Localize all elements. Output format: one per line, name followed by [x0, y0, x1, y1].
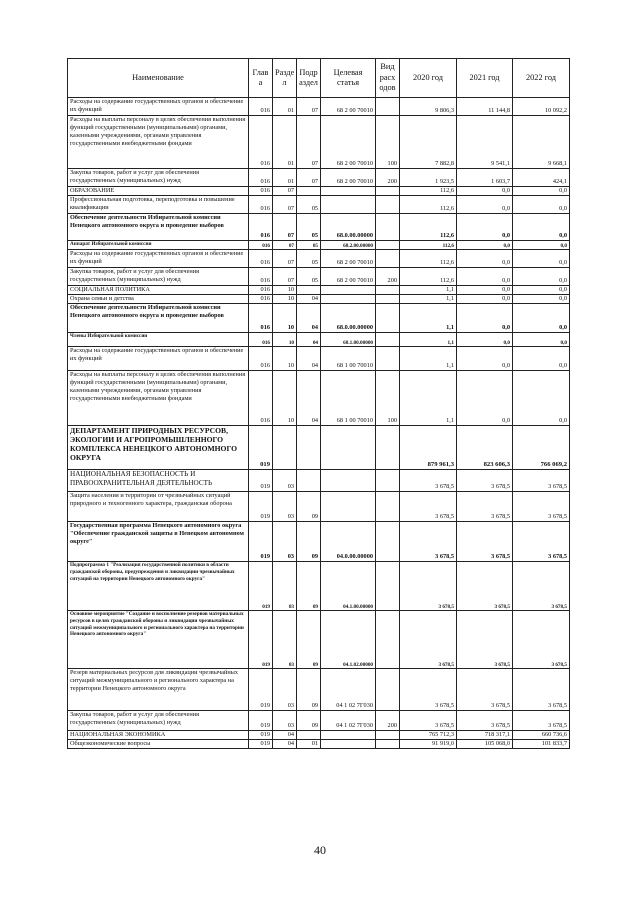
cell-2022: 0,0 — [513, 333, 570, 347]
cell-statya — [321, 286, 376, 295]
cell-podrazdel: 05 — [297, 196, 321, 214]
header-2021: 2021 год — [457, 59, 513, 98]
cell-name: Закупка товаров, работ и услуг для обеспечения государственных (муниципальных) нужд — [68, 268, 249, 286]
cell-2021: 0,0 — [457, 304, 513, 333]
table-header-row — [68, 59, 570, 98]
cell-glava: 019 — [249, 522, 273, 562]
cell-podrazdel: 09 — [297, 522, 321, 562]
cell-razdel: 03 — [273, 492, 297, 522]
header-podrazdel: Подр аздел — [297, 59, 321, 98]
cell-vid — [376, 333, 400, 347]
cell-name: Резерв материальных ресурсов для ликвидации чрезвычайных ситуаций межмуниципального и регионального характера на территории Ненецкого автономного округа — [68, 669, 249, 711]
cell-name: Обеспечение деятельности Избирательной комиссии Ненецкого автономного округа и проведение выборов — [68, 304, 249, 333]
cell-name: Расходы на содержание государственных органов и обеспечение их функций — [68, 98, 249, 116]
cell-name: Государственная программа Ненецкого автономного округа "Обеспечение гражданской защиты в Ненецком автономном округе" — [68, 522, 249, 562]
cell-podrazdel: 09 — [297, 611, 321, 669]
cell-glava: 016 — [249, 196, 273, 214]
cell-podrazdel: 04 — [297, 347, 321, 371]
cell-2022: 0,0 — [513, 187, 570, 196]
cell-statya: 68.1.00.00000 — [321, 333, 376, 347]
cell-2020: 91 919,0 — [400, 740, 457, 749]
header-2020: 2020 год — [400, 59, 457, 98]
cell-statya: 68 1 00 70010 — [321, 347, 376, 371]
cell-glava: 019 — [249, 492, 273, 522]
cell-glava: 019 — [249, 711, 273, 731]
cell-2022: 0,0 — [513, 304, 570, 333]
cell-2022: 0,0 — [513, 286, 570, 295]
cell-2020: 3 678,5 — [400, 470, 457, 492]
cell-2020: 112,6 — [400, 268, 457, 286]
cell-2021: 823 606,3 — [457, 426, 513, 470]
cell-razdel: 04 — [273, 731, 297, 740]
cell-vid — [376, 347, 400, 371]
cell-2021: 3 678,5 — [457, 492, 513, 522]
cell-2022: 0,0 — [513, 371, 570, 426]
table-row — [68, 286, 570, 295]
cell-statya — [321, 470, 376, 492]
cell-razdel: 03 — [273, 669, 297, 711]
cell-razdel: 07 — [273, 241, 297, 250]
table-body — [68, 98, 570, 749]
cell-vid — [376, 214, 400, 241]
cell-2021: 0,0 — [457, 241, 513, 250]
cell-2021: 3 678,5 — [457, 522, 513, 562]
cell-2021: 1 603,7 — [457, 169, 513, 187]
cell-vid: 100 — [376, 371, 400, 426]
cell-statya — [321, 492, 376, 522]
cell-2020: 765 712,3 — [400, 731, 457, 740]
cell-2021: 3 678,5 — [457, 562, 513, 611]
cell-podrazdel: 05 — [297, 241, 321, 250]
cell-glava: 016 — [249, 333, 273, 347]
cell-2022: 3 678,5 — [513, 522, 570, 562]
cell-name: Общеэкономические вопросы — [68, 740, 249, 749]
cell-vid — [376, 669, 400, 711]
cell-vid: 100 — [376, 116, 400, 169]
cell-2020: 1,1 — [400, 347, 457, 371]
cell-podrazdel: 01 — [297, 740, 321, 749]
cell-razdel: 10 — [273, 304, 297, 333]
cell-name: СОЦИАЛЬНАЯ ПОЛИТИКА — [68, 286, 249, 295]
cell-podrazdel — [297, 187, 321, 196]
header-2022: 2022 год — [513, 59, 570, 98]
cell-podrazdel: 05 — [297, 268, 321, 286]
cell-name: Профессиональная подготовка, переподготовка и повышение квалификации — [68, 196, 249, 214]
cell-name: Расходы на содержание государственных органов и обеспечение их функций — [68, 347, 249, 371]
cell-razdel: 10 — [273, 286, 297, 295]
table-row — [68, 98, 570, 116]
cell-name: Основное мероприятие "Создание и восполнение резервов материальных ресурсов в целях гражданской обороны и ликвидации чрезвычайных ситуаций межмуниципального и регионального характера на территории Ненецкого автономного округа" — [68, 611, 249, 669]
cell-2020: 3 678,5 — [400, 522, 457, 562]
cell-name: Расходы на содержание государственных органов и обеспечение их функций — [68, 250, 249, 268]
cell-statya: 04 1 02 7Г030 — [321, 711, 376, 731]
cell-2020: 3 678,5 — [400, 711, 457, 731]
cell-statya: 68.0.00.00000 — [321, 214, 376, 241]
cell-razdel: 03 — [273, 611, 297, 669]
cell-2020: 112,6 — [400, 241, 457, 250]
cell-vid — [376, 470, 400, 492]
cell-glava: 019 — [249, 426, 273, 470]
cell-name: Защита населения и территории от чрезвычайных ситуаций природного и техногенного характера, гражданская оборона — [68, 492, 249, 522]
cell-2020: 3 678,5 — [400, 562, 457, 611]
table-row — [68, 304, 570, 333]
cell-2022: 0,0 — [513, 214, 570, 241]
cell-2021: 0,0 — [457, 333, 513, 347]
cell-name: Расходы на выплаты персоналу в целях обеспечения выполнения функций государственными (муниципальными) органами, казенными учреждениями, органами управления государственными внебюджетными фондами — [68, 116, 249, 169]
cell-razdel: 10 — [273, 333, 297, 347]
cell-2020: 1 923,5 — [400, 169, 457, 187]
budget-table — [67, 58, 570, 749]
cell-statya — [321, 740, 376, 749]
cell-name: Подпрограмма 1 "Реализация государственной политики в области гражданской обороны, предупреждения и ликвидации чрезвычайных ситуаций на территории Ненецкого автономного округа" — [68, 562, 249, 611]
cell-2022: 3 678,5 — [513, 562, 570, 611]
cell-2022: 9 668,1 — [513, 116, 570, 169]
cell-2021: 105 068,0 — [457, 740, 513, 749]
cell-2020: 112,6 — [400, 187, 457, 196]
cell-name: НАЦИОНАЛЬНАЯ ЭКОНОМИКА — [68, 731, 249, 740]
cell-podrazdel: 04 — [297, 304, 321, 333]
cell-name: Аппарат Избирательной комиссии — [68, 241, 249, 250]
cell-glava: 019 — [249, 562, 273, 611]
cell-2022: 0,0 — [513, 268, 570, 286]
cell-podrazdel: 04 — [297, 295, 321, 304]
cell-razdel: 07 — [273, 187, 297, 196]
cell-2020: 9 806,3 — [400, 98, 457, 116]
cell-2020: 1,1 — [400, 371, 457, 426]
cell-2021: 0,0 — [457, 187, 513, 196]
cell-2021: 0,0 — [457, 347, 513, 371]
cell-name: ДЕПАРТАМЕНТ ПРИРОДНЫХ РЕСУРСОВ, ЭКОЛОГИИ И АГРОПРОМЫШЛЕННОГО КОМПЛЕКСА НЕНЕЦКОГО АВТОНОМНОГО ОКРУГА — [68, 426, 249, 470]
cell-2021: 3 678,5 — [457, 470, 513, 492]
table-row — [68, 740, 570, 749]
cell-statya: 04.1.00.00000 — [321, 562, 376, 611]
header-vid: Вид расх одов — [376, 59, 400, 98]
cell-vid: 200 — [376, 711, 400, 731]
table-row — [68, 611, 570, 669]
cell-2022: 660 736,6 — [513, 731, 570, 740]
cell-statya: 68 1 00 70010 — [321, 371, 376, 426]
cell-2021: 718 317,1 — [457, 731, 513, 740]
cell-razdel: 10 — [273, 371, 297, 426]
cell-razdel: 03 — [273, 522, 297, 562]
cell-statya — [321, 731, 376, 740]
budget-table-sheet — [67, 58, 569, 749]
cell-podrazdel — [297, 286, 321, 295]
cell-vid: 200 — [376, 268, 400, 286]
cell-statya — [321, 187, 376, 196]
cell-2020: 1,1 — [400, 286, 457, 295]
cell-vid — [376, 187, 400, 196]
cell-statya: 68 2 00 70010 — [321, 268, 376, 286]
cell-glava: 016 — [249, 371, 273, 426]
cell-2021: 3 678,5 — [457, 711, 513, 731]
cell-vid — [376, 98, 400, 116]
cell-glava: 016 — [249, 304, 273, 333]
cell-vid — [376, 492, 400, 522]
cell-podrazdel: 04 — [297, 371, 321, 426]
cell-2021: 0,0 — [457, 295, 513, 304]
cell-podrazdel: 05 — [297, 250, 321, 268]
cell-podrazdel: 05 — [297, 214, 321, 241]
table-row — [68, 295, 570, 304]
cell-vid — [376, 241, 400, 250]
cell-vid — [376, 250, 400, 268]
cell-podrazdel — [297, 426, 321, 470]
cell-2021: 3 678,5 — [457, 611, 513, 669]
cell-name: Члены Избирательной комиссии — [68, 333, 249, 347]
cell-2022: 3 678,5 — [513, 669, 570, 711]
cell-2020: 3 678,5 — [400, 669, 457, 711]
table-row — [68, 669, 570, 711]
cell-podrazdel: 09 — [297, 669, 321, 711]
cell-2021: 0,0 — [457, 371, 513, 426]
cell-2020: 1,1 — [400, 304, 457, 333]
cell-glava: 016 — [249, 169, 273, 187]
cell-razdel: 03 — [273, 562, 297, 611]
cell-razdel: 01 — [273, 98, 297, 116]
table-row — [68, 711, 570, 731]
cell-glava: 016 — [249, 116, 273, 169]
cell-2020: 879 961,3 — [400, 426, 457, 470]
cell-name: Закупка товаров, работ и услуг для обеспечения государственных (муниципальных) нужд — [68, 169, 249, 187]
cell-2020: 1,1 — [400, 295, 457, 304]
cell-glava: 016 — [249, 268, 273, 286]
table-row — [68, 268, 570, 286]
cell-2022: 101 833,7 — [513, 740, 570, 749]
table-row — [68, 333, 570, 347]
cell-2021: 9 541,1 — [457, 116, 513, 169]
cell-podrazdel: 09 — [297, 492, 321, 522]
cell-statya — [321, 426, 376, 470]
cell-podrazdel: 09 — [297, 711, 321, 731]
cell-statya: 68.0.00.00000 — [321, 304, 376, 333]
cell-name: Закупка товаров, работ и услуг для обеспечения государственных (муниципальных) нужд — [68, 711, 249, 731]
table-row — [68, 214, 570, 241]
cell-vid — [376, 740, 400, 749]
page-number: 40 — [314, 843, 326, 857]
cell-vid — [376, 286, 400, 295]
cell-2022: 766 069,2 — [513, 426, 570, 470]
cell-razdel — [273, 426, 297, 470]
table-row — [68, 731, 570, 740]
cell-glava: 016 — [249, 187, 273, 196]
cell-glava: 019 — [249, 611, 273, 669]
cell-2022: 3 678,5 — [513, 711, 570, 731]
header-name: Наименование — [68, 59, 249, 98]
header-razdel: Разде л — [273, 59, 297, 98]
cell-statya: 68 2 00 70010 — [321, 250, 376, 268]
table-row — [68, 371, 570, 426]
cell-2021: 0,0 — [457, 250, 513, 268]
cell-glava: 019 — [249, 669, 273, 711]
cell-name: Расходы на выплаты персоналу в целях обеспечения выполнения функций государственными (муниципальными) органами, казенными учреждениями, органами управления государственными внебюджетными фондами — [68, 371, 249, 426]
cell-razdel: 04 — [273, 740, 297, 749]
table-row — [68, 470, 570, 492]
cell-razdel: 01 — [273, 169, 297, 187]
cell-vid — [376, 611, 400, 669]
cell-2022: 3 678,5 — [513, 492, 570, 522]
table-row — [68, 116, 570, 169]
cell-statya: 04.1.02.00000 — [321, 611, 376, 669]
cell-2020: 3 678,5 — [400, 611, 457, 669]
cell-glava: 016 — [249, 347, 273, 371]
header-statya: Целевая статья — [321, 59, 376, 98]
cell-2022: 0,0 — [513, 196, 570, 214]
cell-razdel: 03 — [273, 711, 297, 731]
cell-podrazdel: 07 — [297, 98, 321, 116]
cell-razdel: 01 — [273, 116, 297, 169]
header-glava: Глав а — [249, 59, 273, 98]
cell-statya — [321, 196, 376, 214]
cell-glava: 016 — [249, 286, 273, 295]
cell-2022: 10 092,2 — [513, 98, 570, 116]
table-row — [68, 169, 570, 187]
cell-vid: 200 — [376, 169, 400, 187]
cell-name: ОБРАЗОВАНИЕ — [68, 187, 249, 196]
table-row — [68, 250, 570, 268]
table-row — [68, 426, 570, 470]
table-row — [68, 522, 570, 562]
cell-2022: 3 678,5 — [513, 611, 570, 669]
cell-2022: 3 678,5 — [513, 470, 570, 492]
cell-glava: 016 — [249, 250, 273, 268]
cell-razdel: 10 — [273, 347, 297, 371]
cell-name: Охрана семьи и детства — [68, 295, 249, 304]
table-row — [68, 196, 570, 214]
cell-podrazdel: 07 — [297, 169, 321, 187]
cell-2020: 112,6 — [400, 250, 457, 268]
cell-statya: 04.0.00.00000 — [321, 522, 376, 562]
cell-glava: 019 — [249, 470, 273, 492]
cell-vid — [376, 196, 400, 214]
cell-2020: 112,6 — [400, 214, 457, 241]
cell-vid — [376, 731, 400, 740]
cell-2022: 0,0 — [513, 241, 570, 250]
cell-glava: 016 — [249, 241, 273, 250]
cell-2020: 7 882,8 — [400, 116, 457, 169]
cell-razdel: 07 — [273, 196, 297, 214]
cell-2021: 11 144,8 — [457, 98, 513, 116]
cell-glava: 019 — [249, 731, 273, 740]
cell-razdel: 07 — [273, 214, 297, 241]
cell-2022: 0,0 — [513, 295, 570, 304]
cell-razdel: 10 — [273, 295, 297, 304]
cell-vid — [376, 295, 400, 304]
cell-name: НАЦИОНАЛЬНАЯ БЕЗОПАСНОСТЬ И ПРАВООХРАНИТЕЛЬНАЯ ДЕЯТЕЛЬНОСТЬ — [68, 470, 249, 492]
cell-vid — [376, 426, 400, 470]
cell-podrazdel — [297, 731, 321, 740]
cell-statya — [321, 295, 376, 304]
cell-podrazdel: 04 — [297, 333, 321, 347]
cell-glava: 016 — [249, 214, 273, 241]
cell-2022: 0,0 — [513, 250, 570, 268]
cell-2021: 0,0 — [457, 268, 513, 286]
cell-podrazdel: 09 — [297, 562, 321, 611]
cell-statya: 68 2 00 70010 — [321, 169, 376, 187]
cell-razdel: 07 — [273, 268, 297, 286]
cell-2022: 0,0 — [513, 347, 570, 371]
table-row — [68, 347, 570, 371]
cell-name: Обеспечение деятельности Избирательной комиссии Ненецкого автономного округа и проведение выборов — [68, 214, 249, 241]
table-row — [68, 562, 570, 611]
cell-podrazdel: 07 — [297, 116, 321, 169]
cell-glava: 019 — [249, 740, 273, 749]
cell-statya: 68 2 00 70010 — [321, 98, 376, 116]
cell-2021: 3 678,5 — [457, 669, 513, 711]
cell-glava: 016 — [249, 98, 273, 116]
cell-2020: 3 678,5 — [400, 492, 457, 522]
table-row — [68, 492, 570, 522]
table-row — [68, 241, 570, 250]
cell-statya: 68.2.00.00000 — [321, 241, 376, 250]
cell-2020: 112,6 — [400, 196, 457, 214]
cell-2021: 0,0 — [457, 196, 513, 214]
cell-2022: 424,1 — [513, 169, 570, 187]
cell-razdel: 03 — [273, 470, 297, 492]
cell-2021: 0,0 — [457, 214, 513, 241]
cell-vid — [376, 522, 400, 562]
cell-statya: 04 1 02 7Г030 — [321, 669, 376, 711]
cell-razdel: 07 — [273, 250, 297, 268]
cell-2020: 1,1 — [400, 333, 457, 347]
cell-podrazdel — [297, 470, 321, 492]
cell-vid — [376, 562, 400, 611]
cell-vid — [376, 304, 400, 333]
cell-glava: 016 — [249, 295, 273, 304]
table-row — [68, 187, 570, 196]
cell-2021: 0,0 — [457, 286, 513, 295]
cell-statya: 68 2 00 70010 — [321, 116, 376, 169]
